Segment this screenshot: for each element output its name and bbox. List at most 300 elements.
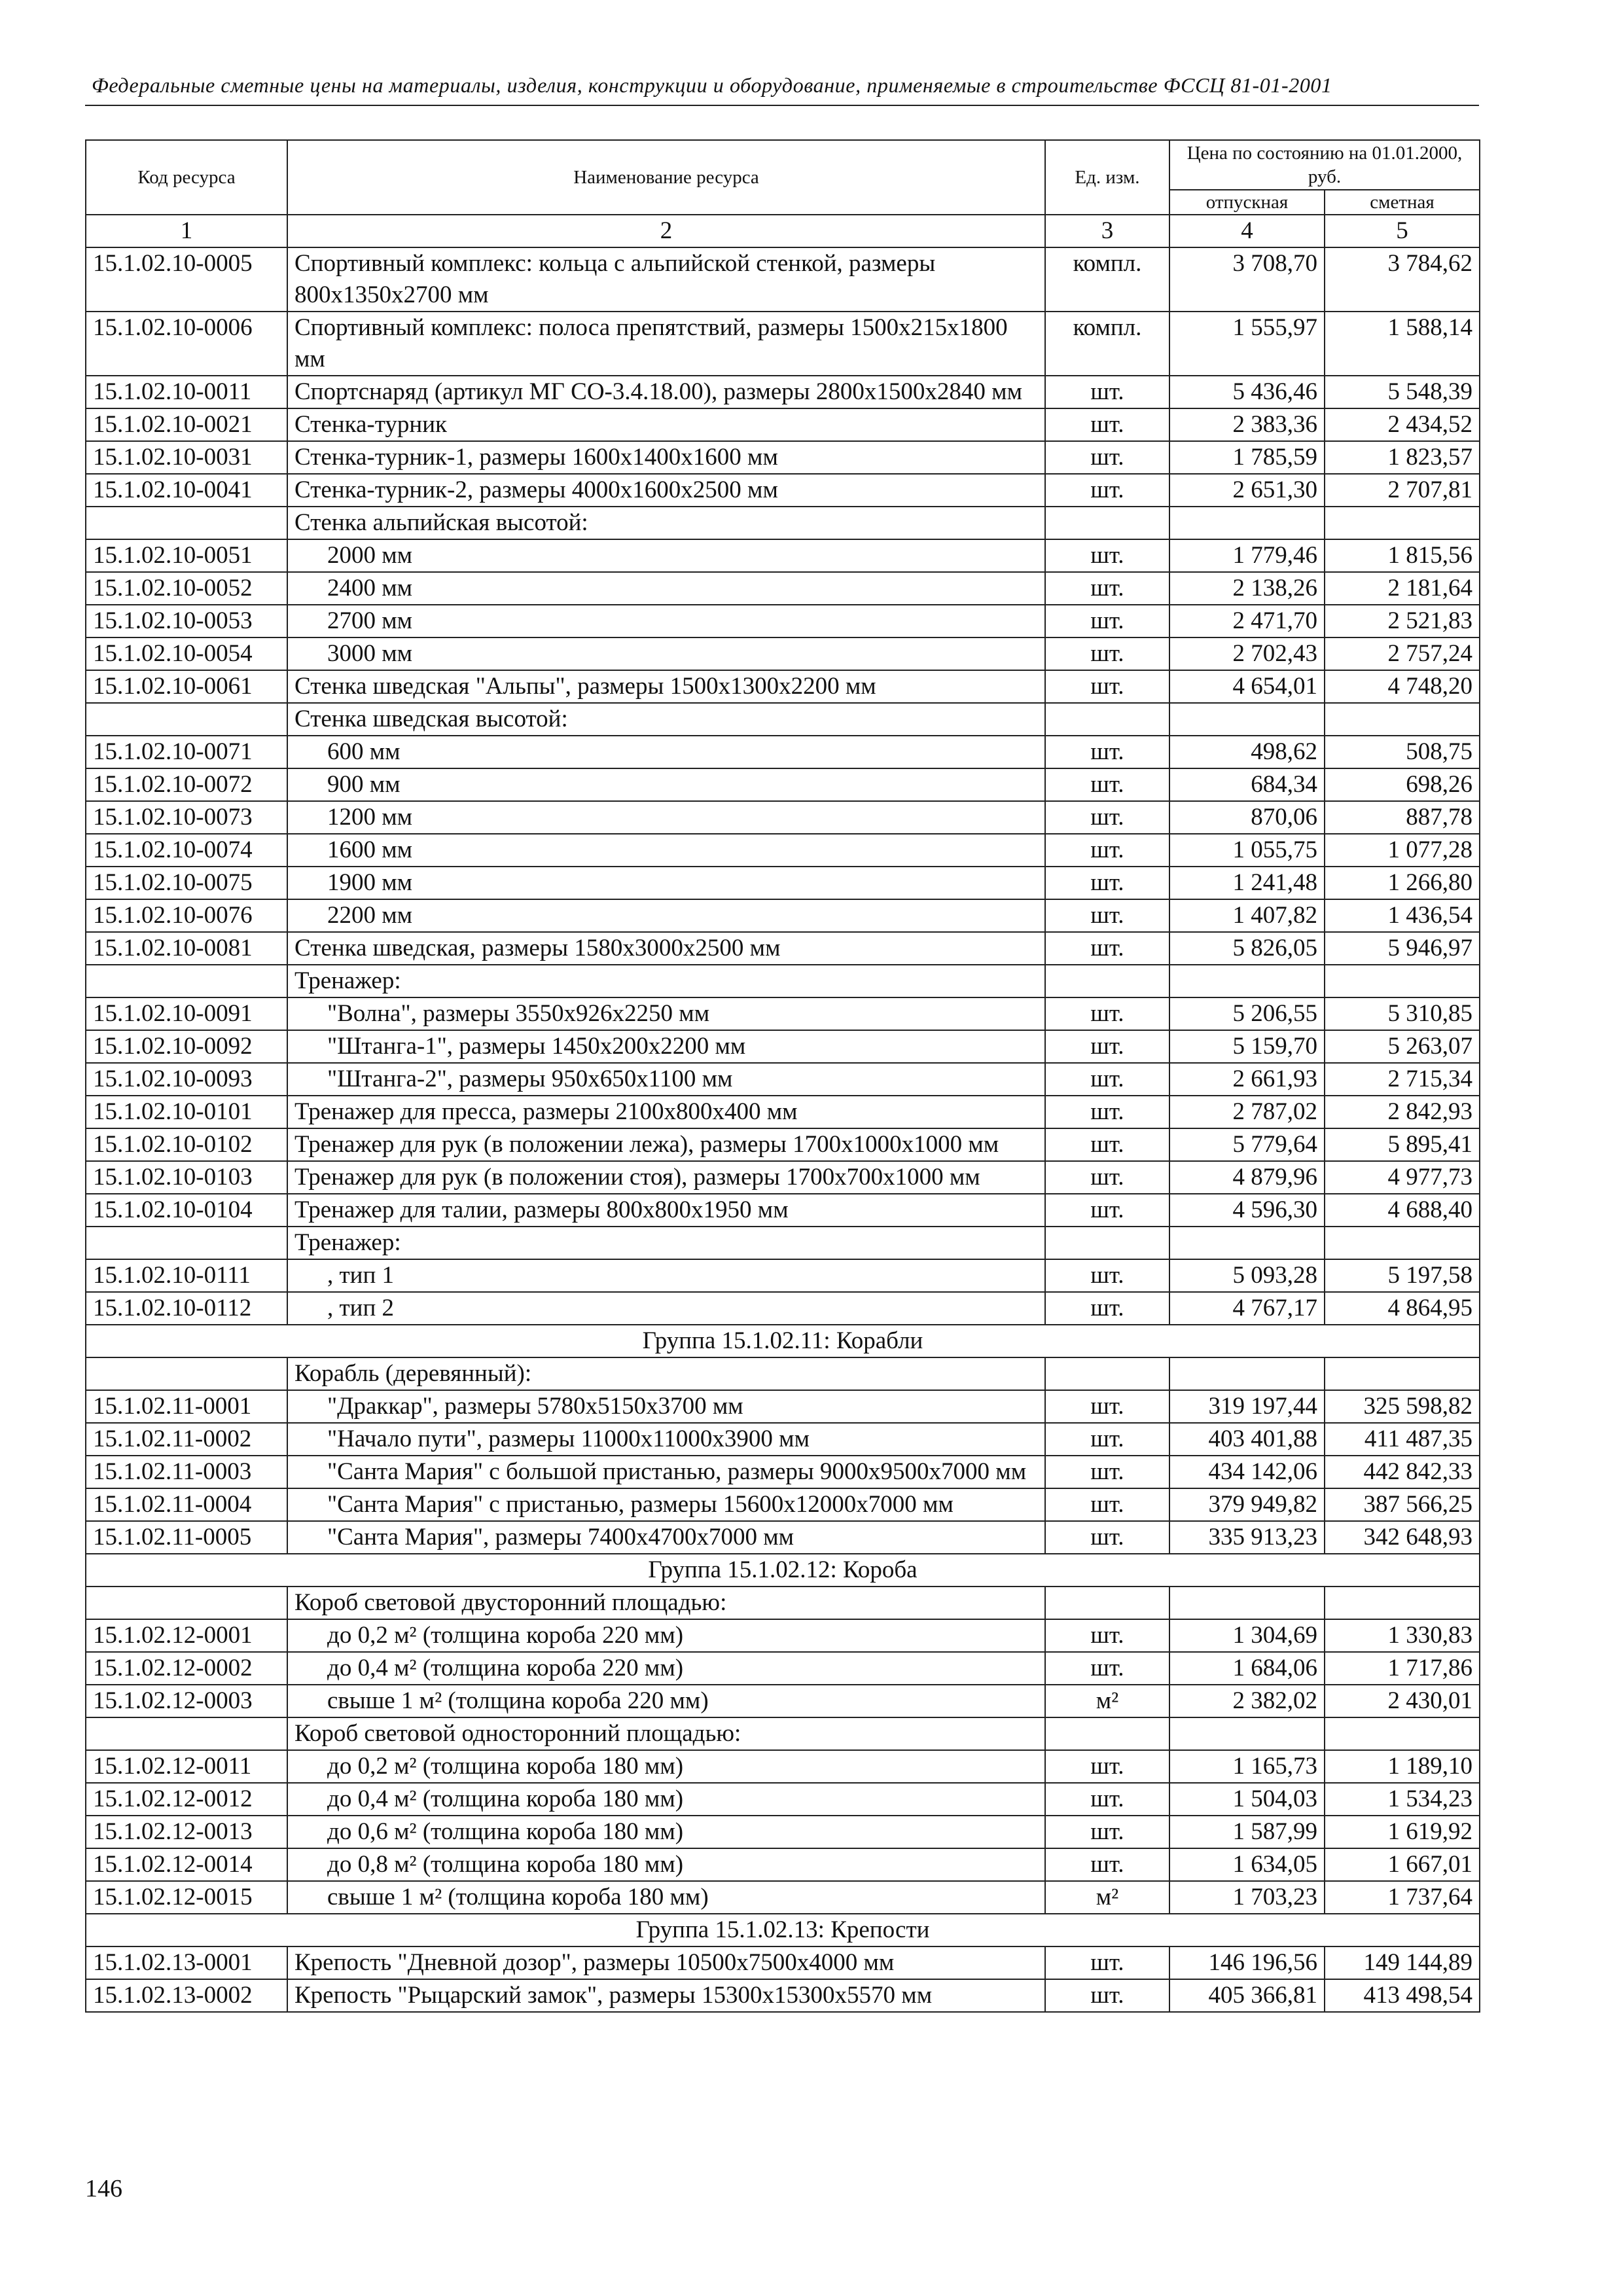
estimate-price: 4 864,95 — [1325, 1292, 1480, 1325]
estimate-price: 5 548,39 — [1325, 376, 1480, 408]
resource-code — [86, 965, 287, 997]
estimate-price: 2 521,83 — [1325, 605, 1480, 637]
release-price — [1169, 1587, 1325, 1619]
unit: шт. — [1045, 408, 1169, 441]
release-price: 1 779,46 — [1169, 539, 1325, 572]
unit: шт. — [1045, 539, 1169, 572]
resource-code: 15.1.02.10-0091 — [86, 997, 287, 1030]
column-number: 4 — [1169, 215, 1325, 247]
unit: шт. — [1045, 801, 1169, 834]
subheading-row — [86, 703, 1480, 736]
resource-code: 15.1.02.10-0011 — [86, 376, 287, 408]
estimate-price: 2 757,24 — [1325, 637, 1480, 670]
unit: шт. — [1045, 605, 1169, 637]
resource-code: 15.1.02.10-0111 — [86, 1259, 287, 1292]
release-price: 434 142,06 — [1169, 1456, 1325, 1488]
estimate-price: 5 895,41 — [1325, 1128, 1480, 1161]
table-row — [86, 1096, 1480, 1128]
release-price: 1 555,97 — [1169, 312, 1325, 376]
resource-code: 15.1.02.10-0052 — [86, 572, 287, 605]
estimate-price: 1 815,56 — [1325, 539, 1480, 572]
unit: шт. — [1045, 997, 1169, 1030]
release-price: 498,62 — [1169, 736, 1325, 768]
unit — [1045, 1587, 1169, 1619]
resource-name: до 0,6 м² (толщина короба 180 мм) — [287, 1816, 1045, 1848]
resource-name: "Санта Мария" с большой пристанью, размеры 9000х9500х7000 мм — [287, 1456, 1045, 1488]
estimate-price: 3 784,62 — [1325, 247, 1480, 312]
col-header-release: отпускная — [1169, 190, 1325, 215]
resource-code — [86, 507, 287, 539]
resource-code: 15.1.02.10-0075 — [86, 867, 287, 899]
resource-name: 2400 мм — [287, 572, 1045, 605]
group-heading: Группа 15.1.02.12: Короба — [86, 1554, 1480, 1587]
estimate-price: 4 977,73 — [1325, 1161, 1480, 1194]
column-number-row — [86, 215, 1480, 247]
release-price: 1 587,99 — [1169, 1816, 1325, 1848]
release-price: 5 159,70 — [1169, 1030, 1325, 1063]
unit: шт. — [1045, 1521, 1169, 1554]
resource-code: 15.1.02.11-0003 — [86, 1456, 287, 1488]
unit: шт. — [1045, 834, 1169, 867]
column-number: 5 — [1325, 215, 1480, 247]
resource-code: 15.1.02.12-0001 — [86, 1619, 287, 1652]
subheading: Стенка шведская высотой: — [287, 703, 1045, 736]
unit: шт. — [1045, 1750, 1169, 1783]
resource-code: 15.1.02.10-0092 — [86, 1030, 287, 1063]
unit: шт. — [1045, 572, 1169, 605]
release-price: 2 787,02 — [1169, 1096, 1325, 1128]
table-row — [86, 408, 1480, 441]
release-price: 1 165,73 — [1169, 1750, 1325, 1783]
unit: шт. — [1045, 1652, 1169, 1685]
table-row — [86, 376, 1480, 408]
estimate-price: 5 310,85 — [1325, 997, 1480, 1030]
resource-name: Тренажер для рук (в положении лежа), размеры 1700х1000х1000 мм — [287, 1128, 1045, 1161]
release-price: 146 196,56 — [1169, 1946, 1325, 1979]
resource-code — [86, 1357, 287, 1390]
table-row — [86, 247, 1480, 312]
resource-code: 15.1.02.10-0031 — [86, 441, 287, 474]
estimate-price: 1 077,28 — [1325, 834, 1480, 867]
resource-name: Крепость "Дневной дозор", размеры 10500х7500х4000 мм — [287, 1946, 1045, 1979]
subheading: Короб световой односторонний площадью: — [287, 1717, 1045, 1750]
unit: шт. — [1045, 1128, 1169, 1161]
unit: шт. — [1045, 1096, 1169, 1128]
release-price: 319 197,44 — [1169, 1390, 1325, 1423]
table-row — [86, 1488, 1480, 1521]
resource-code: 15.1.02.10-0072 — [86, 768, 287, 801]
resource-name: Стенка-турник-1, размеры 1600х1400х1600 мм — [287, 441, 1045, 474]
resource-code: 15.1.02.12-0015 — [86, 1881, 287, 1914]
estimate-price: 1 619,92 — [1325, 1816, 1480, 1848]
resource-code: 15.1.02.10-0041 — [86, 474, 287, 507]
resource-code: 15.1.02.10-0102 — [86, 1128, 287, 1161]
subheading: Стенка альпийская высотой: — [287, 507, 1045, 539]
resource-name: Стенка шведская "Альпы", размеры 1500х1300х2200 мм — [287, 670, 1045, 703]
release-price: 1 684,06 — [1169, 1652, 1325, 1685]
resource-code: 15.1.02.12-0002 — [86, 1652, 287, 1685]
release-price: 4 879,96 — [1169, 1161, 1325, 1194]
estimate-price: 1 330,83 — [1325, 1619, 1480, 1652]
page-number: 146 — [85, 2175, 122, 2202]
resource-code: 15.1.02.10-0081 — [86, 932, 287, 965]
unit: м² — [1045, 1685, 1169, 1717]
unit: шт. — [1045, 1030, 1169, 1063]
table-row — [86, 1881, 1480, 1914]
resource-name: до 0,2 м² (толщина короба 180 мм) — [287, 1750, 1045, 1783]
resource-name: 2000 мм — [287, 539, 1045, 572]
subheading-row — [86, 507, 1480, 539]
resource-name: Крепость "Рыцарский замок", размеры 15300х15300х5570 мм — [287, 1979, 1045, 2012]
unit — [1045, 965, 1169, 997]
estimate-price: 1 534,23 — [1325, 1783, 1480, 1816]
resource-name: 1900 мм — [287, 867, 1045, 899]
release-price — [1169, 1357, 1325, 1390]
table-row — [86, 997, 1480, 1030]
estimate-price: 442 842,33 — [1325, 1456, 1480, 1488]
table-row — [86, 1259, 1480, 1292]
resource-code: 15.1.02.10-0054 — [86, 637, 287, 670]
table-row — [86, 605, 1480, 637]
estimate-price — [1325, 965, 1480, 997]
estimate-price: 5 263,07 — [1325, 1030, 1480, 1063]
table-row — [86, 1848, 1480, 1881]
resource-name: "Начало пути", размеры 11000х11000х3900 мм — [287, 1423, 1045, 1456]
unit: шт. — [1045, 867, 1169, 899]
resource-code: 15.1.02.12-0011 — [86, 1750, 287, 1783]
resource-name: , тип 1 — [287, 1259, 1045, 1292]
release-price: 379 949,82 — [1169, 1488, 1325, 1521]
release-price: 2 138,26 — [1169, 572, 1325, 605]
release-price — [1169, 507, 1325, 539]
release-price: 1 407,82 — [1169, 899, 1325, 932]
estimate-price: 508,75 — [1325, 736, 1480, 768]
release-price: 5 436,46 — [1169, 376, 1325, 408]
estimate-price: 4 688,40 — [1325, 1194, 1480, 1227]
table-row — [86, 441, 1480, 474]
resource-name: до 0,8 м² (толщина короба 180 мм) — [287, 1848, 1045, 1881]
resource-code: 15.1.02.11-0004 — [86, 1488, 287, 1521]
estimate-price: 411 487,35 — [1325, 1423, 1480, 1456]
resource-name: 1200 мм — [287, 801, 1045, 834]
resource-name: "Штанга-2", размеры 950х650х1100 мм — [287, 1063, 1045, 1096]
estimate-price: 342 648,93 — [1325, 1521, 1480, 1554]
unit: шт. — [1045, 670, 1169, 703]
release-price — [1169, 1717, 1325, 1750]
col-header-name: Наименование ресурса — [287, 140, 1045, 215]
unit — [1045, 1717, 1169, 1750]
subheading-row — [86, 1227, 1480, 1259]
estimate-price — [1325, 1227, 1480, 1259]
table-row — [86, 539, 1480, 572]
table-row — [86, 1063, 1480, 1096]
unit: шт. — [1045, 1292, 1169, 1325]
estimate-price — [1325, 1357, 1480, 1390]
unit: шт. — [1045, 932, 1169, 965]
unit: шт. — [1045, 1979, 1169, 2012]
resource-name: "Штанга-1", размеры 1450х200х2200 мм — [287, 1030, 1045, 1063]
col-header-estimate: сметная — [1325, 190, 1480, 215]
release-price: 2 382,02 — [1169, 1685, 1325, 1717]
resource-name: свыше 1 м² (толщина короба 220 мм) — [287, 1685, 1045, 1717]
resource-code: 15.1.02.10-0093 — [86, 1063, 287, 1096]
release-price — [1169, 703, 1325, 736]
unit: шт. — [1045, 1456, 1169, 1488]
unit: шт. — [1045, 1423, 1169, 1456]
estimate-price: 2 430,01 — [1325, 1685, 1480, 1717]
resource-name: Стенка-турник — [287, 408, 1045, 441]
subheading: Тренажер: — [287, 965, 1045, 997]
release-price: 4 596,30 — [1169, 1194, 1325, 1227]
unit: шт. — [1045, 1783, 1169, 1816]
resource-code: 15.1.02.10-0104 — [86, 1194, 287, 1227]
release-price: 4 767,17 — [1169, 1292, 1325, 1325]
table-row — [86, 1161, 1480, 1194]
release-price: 870,06 — [1169, 801, 1325, 834]
unit: шт. — [1045, 899, 1169, 932]
group-heading-row — [86, 1914, 1480, 1946]
table-row — [86, 1390, 1480, 1423]
resource-code: 15.1.02.11-0005 — [86, 1521, 287, 1554]
resource-code: 15.1.02.12-0013 — [86, 1816, 287, 1848]
resource-name: 2700 мм — [287, 605, 1045, 637]
resource-code: 15.1.02.12-0003 — [86, 1685, 287, 1717]
unit: шт. — [1045, 474, 1169, 507]
estimate-price: 2 434,52 — [1325, 408, 1480, 441]
release-price: 5 826,05 — [1169, 932, 1325, 965]
resource-name: Стенка-турник-2, размеры 4000х1600х2500 мм — [287, 474, 1045, 507]
table-row — [86, 572, 1480, 605]
resource-name: до 0,4 м² (толщина короба 220 мм) — [287, 1652, 1045, 1685]
estimate-price — [1325, 703, 1480, 736]
table-row — [86, 1619, 1480, 1652]
resource-code: 15.1.02.10-0076 — [86, 899, 287, 932]
column-number: 3 — [1045, 215, 1169, 247]
resource-code — [86, 1227, 287, 1259]
estimate-price: 2 707,81 — [1325, 474, 1480, 507]
release-price: 1 055,75 — [1169, 834, 1325, 867]
table-row — [86, 1423, 1480, 1456]
subheading: Корабль (деревянный): — [287, 1357, 1045, 1390]
release-price: 1 304,69 — [1169, 1619, 1325, 1652]
unit: шт. — [1045, 1259, 1169, 1292]
release-price — [1169, 965, 1325, 997]
resource-name: до 0,4 м² (толщина короба 180 мм) — [287, 1783, 1045, 1816]
estimate-price: 2 842,93 — [1325, 1096, 1480, 1128]
table-row — [86, 474, 1480, 507]
subheading-row — [86, 965, 1480, 997]
estimate-price: 1 266,80 — [1325, 867, 1480, 899]
resource-code: 15.1.02.10-0074 — [86, 834, 287, 867]
resource-code: 15.1.02.10-0073 — [86, 801, 287, 834]
release-price: 405 366,81 — [1169, 1979, 1325, 2012]
unit: шт. — [1045, 1390, 1169, 1423]
release-price: 3 708,70 — [1169, 247, 1325, 312]
estimate-price — [1325, 507, 1480, 539]
release-price: 684,34 — [1169, 768, 1325, 801]
resource-code — [86, 1587, 287, 1619]
resource-name: "Волна", размеры 3550х926х2250 мм — [287, 997, 1045, 1030]
table-row — [86, 801, 1480, 834]
release-price: 5 206,55 — [1169, 997, 1325, 1030]
price-table — [85, 139, 1480, 2013]
group-heading-row — [86, 1554, 1480, 1587]
unit: шт. — [1045, 1848, 1169, 1881]
table-row — [86, 1783, 1480, 1816]
group-heading: Группа 15.1.02.13: Крепости — [86, 1914, 1480, 1946]
resource-code: 15.1.02.10-0071 — [86, 736, 287, 768]
release-price: 1 634,05 — [1169, 1848, 1325, 1881]
unit: шт. — [1045, 637, 1169, 670]
running-header: Федеральные сметные цены на материалы, изделия, конструкции и оборудование, применяемые в строительстве ФССЦ 81-01-2001 — [92, 73, 1332, 97]
estimate-price: 2 715,34 — [1325, 1063, 1480, 1096]
resource-name: Спортивный комплекс: кольца с альпийской стенкой, размеры 800х1350х2700 мм — [287, 247, 1045, 312]
table-row — [86, 1652, 1480, 1685]
resource-name: до 0,2 м² (толщина короба 220 мм) — [287, 1619, 1045, 1652]
group-heading: Группа 15.1.02.11: Корабли — [86, 1325, 1480, 1357]
unit: шт. — [1045, 1619, 1169, 1652]
table-row — [86, 736, 1480, 768]
column-number: 2 — [287, 215, 1045, 247]
resource-code: 15.1.02.13-0002 — [86, 1979, 287, 2012]
release-price: 1 504,03 — [1169, 1783, 1325, 1816]
unit: шт. — [1045, 1488, 1169, 1521]
group-heading-row — [86, 1325, 1480, 1357]
resource-code: 15.1.02.12-0014 — [86, 1848, 287, 1881]
table-row — [86, 867, 1480, 899]
table-row — [86, 1685, 1480, 1717]
table-row — [86, 899, 1480, 932]
resource-code: 15.1.02.10-0103 — [86, 1161, 287, 1194]
estimate-price: 1 823,57 — [1325, 441, 1480, 474]
release-price: 1 703,23 — [1169, 1881, 1325, 1914]
release-price — [1169, 1227, 1325, 1259]
resource-name: 2200 мм — [287, 899, 1045, 932]
subheading-row — [86, 1357, 1480, 1390]
unit — [1045, 703, 1169, 736]
unit: шт. — [1045, 441, 1169, 474]
resource-name: "Санта Мария" с пристанью, размеры 15600х12000х7000 мм — [287, 1488, 1045, 1521]
table-row — [86, 1946, 1480, 1979]
resource-name: Тренажер для рук (в положении стоя), размеры 1700х700х1000 мм — [287, 1161, 1045, 1194]
unit: шт. — [1045, 736, 1169, 768]
estimate-price: 5 197,58 — [1325, 1259, 1480, 1292]
table-row — [86, 637, 1480, 670]
unit: шт. — [1045, 1161, 1169, 1194]
col-header-code: Код ресурса — [86, 140, 287, 215]
estimate-price: 887,78 — [1325, 801, 1480, 834]
column-number: 1 — [86, 215, 287, 247]
table-row — [86, 1456, 1480, 1488]
unit: компл. — [1045, 247, 1169, 312]
col-header-unit: Ед. изм. — [1045, 140, 1169, 215]
resource-name: 3000 мм — [287, 637, 1045, 670]
release-price: 2 702,43 — [1169, 637, 1325, 670]
resource-code: 15.1.02.10-0005 — [86, 247, 287, 312]
unit: компл. — [1045, 312, 1169, 376]
resource-code: 15.1.02.10-0101 — [86, 1096, 287, 1128]
resource-code — [86, 703, 287, 736]
unit: шт. — [1045, 768, 1169, 801]
table-row — [86, 1521, 1480, 1554]
resource-code: 15.1.02.10-0051 — [86, 539, 287, 572]
resource-name: "Санта Мария", размеры 7400х4700х7000 мм — [287, 1521, 1045, 1554]
estimate-price: 1 436,54 — [1325, 899, 1480, 932]
resource-code: 15.1.02.10-0006 — [86, 312, 287, 376]
unit: м² — [1045, 1881, 1169, 1914]
release-price: 1 785,59 — [1169, 441, 1325, 474]
resource-name: свыше 1 м² (толщина короба 180 мм) — [287, 1881, 1045, 1914]
subheading-row — [86, 1587, 1480, 1619]
unit — [1045, 1227, 1169, 1259]
resource-code: 15.1.02.12-0012 — [86, 1783, 287, 1816]
subheading: Тренажер: — [287, 1227, 1045, 1259]
unit: шт. — [1045, 1946, 1169, 1979]
table-row — [86, 768, 1480, 801]
table-row — [86, 312, 1480, 376]
table-row — [86, 1750, 1480, 1783]
release-price: 2 661,93 — [1169, 1063, 1325, 1096]
release-price: 1 241,48 — [1169, 867, 1325, 899]
resource-name: Стенка шведская, размеры 1580х3000х2500 мм — [287, 932, 1045, 965]
unit: шт. — [1045, 1194, 1169, 1227]
table-row — [86, 1194, 1480, 1227]
table-row — [86, 1979, 1480, 2012]
resource-name: Тренажер для талии, размеры 800х800х1950 мм — [287, 1194, 1045, 1227]
unit: шт. — [1045, 1063, 1169, 1096]
table-row — [86, 1292, 1480, 1325]
resource-code: 15.1.02.11-0001 — [86, 1390, 287, 1423]
estimate-price: 4 748,20 — [1325, 670, 1480, 703]
estimate-price: 1 667,01 — [1325, 1848, 1480, 1881]
subheading-row — [86, 1717, 1480, 1750]
release-price: 5 093,28 — [1169, 1259, 1325, 1292]
unit — [1045, 1357, 1169, 1390]
header-rule — [85, 105, 1479, 106]
release-price: 2 651,30 — [1169, 474, 1325, 507]
table-row — [86, 1030, 1480, 1063]
table-row — [86, 834, 1480, 867]
resource-name: "Драккар", размеры 5780х5150х3700 мм — [287, 1390, 1045, 1423]
estimate-price: 5 946,97 — [1325, 932, 1480, 965]
resource-code: 15.1.02.10-0053 — [86, 605, 287, 637]
table-row — [86, 1128, 1480, 1161]
estimate-price: 413 498,54 — [1325, 1979, 1480, 2012]
resource-code: 15.1.02.10-0112 — [86, 1292, 287, 1325]
estimate-price: 1 717,86 — [1325, 1652, 1480, 1685]
unit — [1045, 507, 1169, 539]
estimate-price: 698,26 — [1325, 768, 1480, 801]
release-price: 2 471,70 — [1169, 605, 1325, 637]
resource-code: 15.1.02.10-0021 — [86, 408, 287, 441]
estimate-price — [1325, 1717, 1480, 1750]
release-price: 2 383,36 — [1169, 408, 1325, 441]
resource-name: 1600 мм — [287, 834, 1045, 867]
col-header-price: Цена по состоянию на 01.01.2000, руб. — [1169, 140, 1480, 190]
estimate-price: 1 189,10 — [1325, 1750, 1480, 1783]
resource-code: 15.1.02.11-0002 — [86, 1423, 287, 1456]
unit: шт. — [1045, 1816, 1169, 1848]
resource-code: 15.1.02.13-0001 — [86, 1946, 287, 1979]
resource-name: 900 мм — [287, 768, 1045, 801]
resource-name: , тип 2 — [287, 1292, 1045, 1325]
release-price: 5 779,64 — [1169, 1128, 1325, 1161]
estimate-price — [1325, 1587, 1480, 1619]
subheading: Короб световой двусторонний площадью: — [287, 1587, 1045, 1619]
table-header — [86, 140, 1480, 247]
table-body — [86, 247, 1480, 2012]
estimate-price: 1 588,14 — [1325, 312, 1480, 376]
